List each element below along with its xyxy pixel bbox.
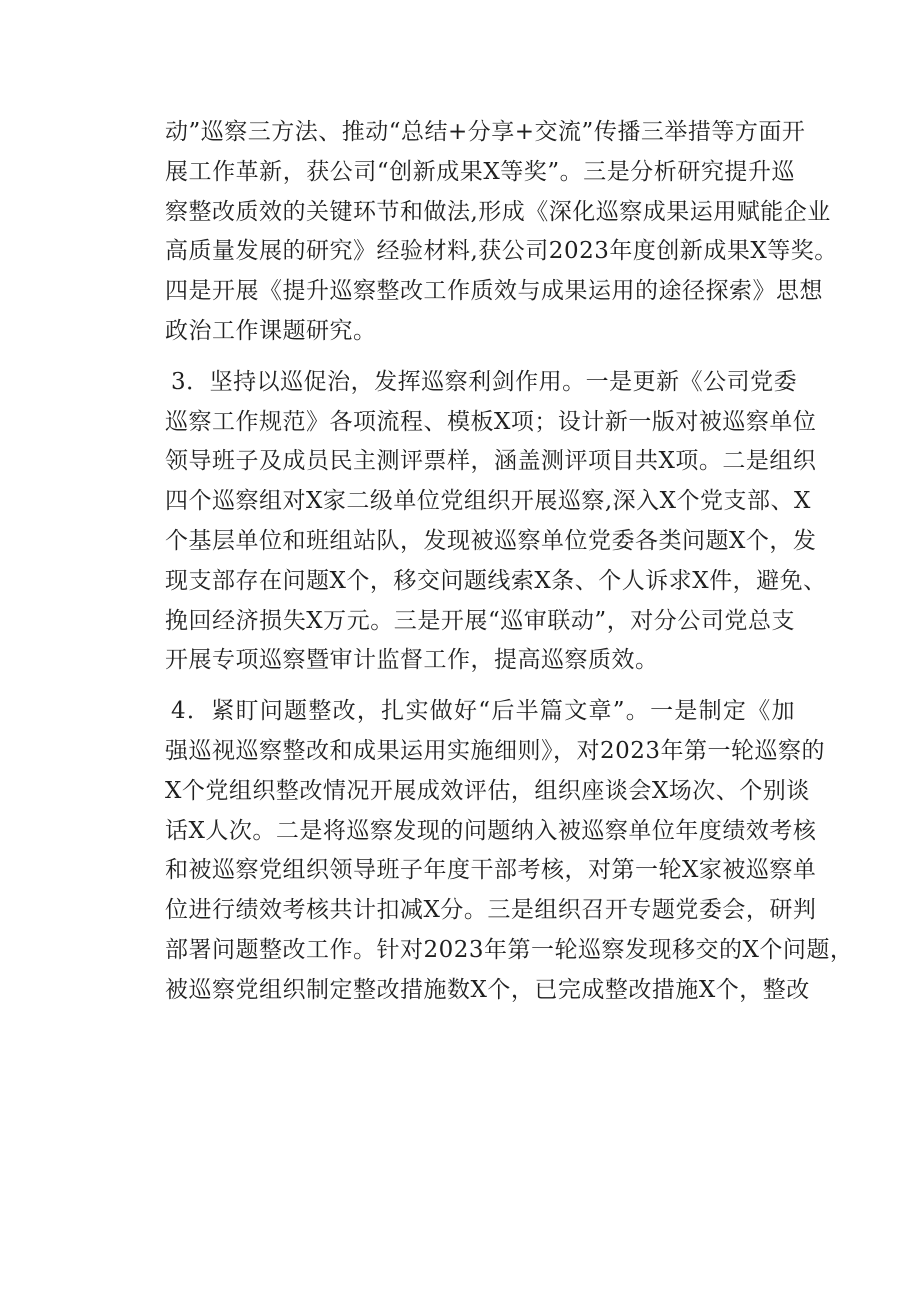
text-line: 4．紧盯问题整改，扎实做好“后半篇文章”。一是制定《加 — [171, 698, 795, 725]
paragraph-gap — [165, 352, 795, 363]
paragraph-item-3 — [165, 363, 827, 681]
text-line: 四个巡察组对X家二级单位党组织开展巡察,深入X个党支部、X — [165, 488, 811, 515]
text-line: 话X人次。二是将巡察发现的问题纳入被巡察单位年度绩效考核 — [165, 817, 817, 844]
text-line: 被巡察党组织制定整改措施数X个，已完成整改措施X个，整改 — [165, 976, 810, 1003]
text-line: 现支部存在问题X个，移交问题线索X条、个人诉求X件，避免、 — [165, 567, 827, 594]
text-line: 四是开展《提升巡察整改工作质效与成果运用的途径探索》思想 — [165, 278, 823, 305]
text-line: 巡察工作规范》各项流程、模板X项；设计新一版对被巡察单位 — [165, 408, 817, 435]
text-line: 强巡视巡察整改和成果运用实施细则》，对2023年第一轮巡察的 — [165, 737, 826, 764]
document-body — [165, 113, 854, 1011]
text-line: 位进行绩效考核共计扣减X分。三是组织召开专题党委会，研判 — [165, 897, 817, 924]
text-line: X个党组织整改情况开展成效评估，组织座谈会X场次、个别谈 — [165, 777, 810, 804]
text-line: 3．坚持以巡促治，发挥巡察利剑作用。一是更新《公司党委 — [171, 368, 798, 395]
paragraph-gap — [165, 681, 795, 692]
text-line: 高质量发展的研究》经验材料,获公司2023年度创新成果X等奖。 — [165, 238, 838, 265]
text-line: 察整改质效的关键环节和做法,形成《深化巡察成果运用赋能企业 — [165, 198, 831, 225]
text-line: 部署问题整改工作。针对2023年第一轮巡察发现移交的X个问题， — [165, 936, 854, 963]
text-line: 政治工作课题研究。 — [165, 317, 377, 344]
text-line: 和被巡察党组织领导班子年度干部考核，对第一轮X家被巡察单 — [165, 857, 817, 884]
text-line: 个基层单位和班组站队，发现被巡察单位党委各类问题X个，发 — [165, 527, 817, 554]
text-line: 挽回经济损失X万元。三是开展“巡审联动”，对分公司党总支 — [165, 607, 795, 634]
text-line: 开展专项巡察暨审计监督工作，提高巡察质效。 — [165, 647, 659, 674]
text-line: 动”巡察三方法、推动“总结+分享+交流”传播三举措等方面开 — [165, 119, 806, 145]
paragraph-item-4 — [165, 692, 854, 1010]
text-line: 展工作革新，获公司“创新成果X等奖”。三是分析研究提升巡 — [165, 158, 795, 185]
paragraph-innovation-continued — [165, 113, 838, 352]
text-line: 领导班子及成员民主测评票样，涵盖测评项目共X项。二是组织 — [165, 448, 817, 475]
